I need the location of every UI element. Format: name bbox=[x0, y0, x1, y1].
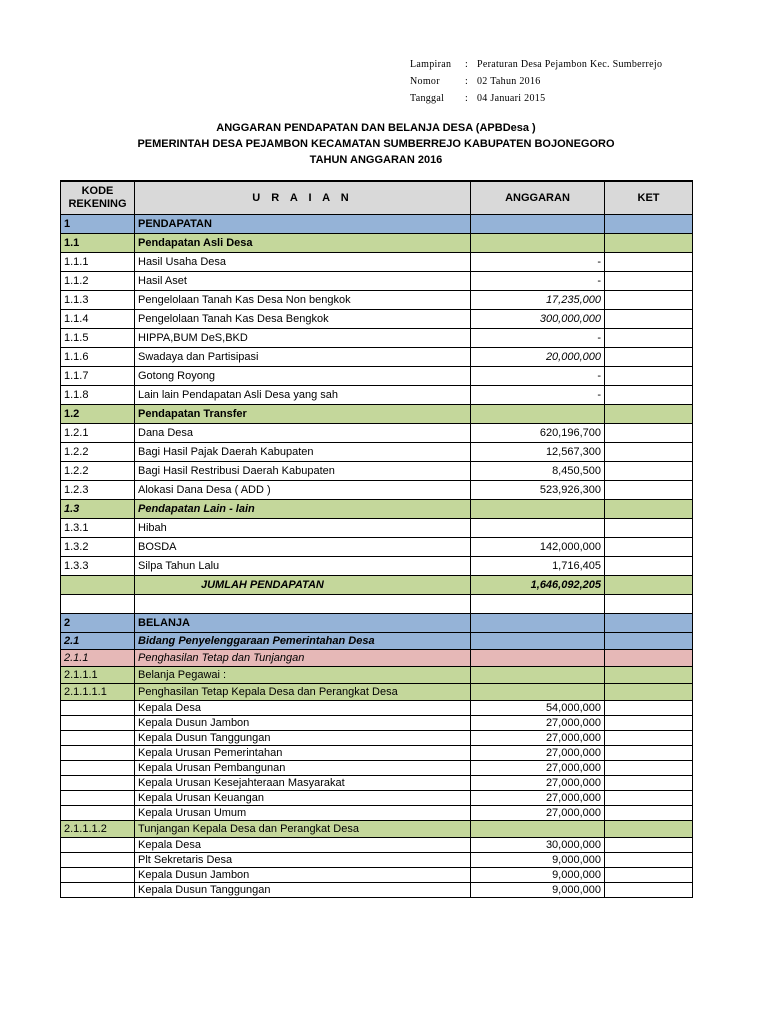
cell-ket bbox=[605, 481, 693, 500]
cell-ket bbox=[605, 253, 693, 272]
table-row bbox=[61, 519, 693, 538]
table-row bbox=[61, 500, 693, 519]
table-row bbox=[61, 746, 693, 761]
cell-kode bbox=[61, 576, 135, 595]
cell-anggaran: 12,567,300 bbox=[471, 443, 605, 462]
cell-kode bbox=[61, 761, 135, 776]
cell-uraian: Bagi Hasil Restribusi Daerah Kabupaten bbox=[135, 462, 471, 481]
cell-ket bbox=[605, 557, 693, 576]
cell-kode: 1.2.1 bbox=[61, 424, 135, 443]
table-row bbox=[61, 667, 693, 684]
cell-anggaran: 54,000,000 bbox=[471, 701, 605, 716]
document-subtitle: PEMERINTAH DESA PEJAMBON KECAMATAN SUMBERREJO KABUPATEN BOJONEGORO bbox=[137, 138, 615, 150]
cell-anggaran: - bbox=[471, 367, 605, 386]
cell-kode: 2.1.1 bbox=[61, 650, 135, 667]
cell-ket bbox=[605, 348, 693, 367]
table-row bbox=[61, 367, 693, 386]
cell-anggaran: 1,646,092,205 bbox=[471, 576, 605, 595]
table-row bbox=[61, 633, 693, 650]
cell-ket bbox=[605, 821, 693, 838]
cell-uraian: Kepala Dusun Tanggungan bbox=[135, 883, 471, 898]
table-row bbox=[61, 776, 693, 791]
table-row bbox=[61, 791, 693, 806]
table-row bbox=[61, 462, 693, 481]
cell-uraian: Silpa Tahun Lalu bbox=[135, 557, 471, 576]
cell-ket bbox=[605, 272, 693, 291]
lampiran-row bbox=[410, 56, 662, 73]
cell-ket bbox=[605, 538, 693, 557]
cell-kode: 1.3.2 bbox=[61, 538, 135, 557]
cell-kode: 1.2.3 bbox=[61, 481, 135, 500]
cell-uraian: Pendapatan Transfer bbox=[135, 405, 471, 424]
cell-ket bbox=[605, 500, 693, 519]
cell-kode: 1.1.8 bbox=[61, 386, 135, 405]
cell-anggaran bbox=[471, 595, 605, 614]
cell-kode: 1.1.2 bbox=[61, 272, 135, 291]
header-ket: KET bbox=[605, 181, 693, 215]
cell-uraian: Hasil Usaha Desa bbox=[135, 253, 471, 272]
cell-uraian: Dana Desa bbox=[135, 424, 471, 443]
cell-ket bbox=[605, 310, 693, 329]
tanggal-label: Tanggal bbox=[410, 93, 445, 104]
cell-kode: 1.3.1 bbox=[61, 519, 135, 538]
table-row bbox=[61, 405, 693, 424]
cell-kode bbox=[61, 883, 135, 898]
document-title-block bbox=[60, 120, 692, 168]
cell-anggaran bbox=[471, 500, 605, 519]
cell-kode bbox=[61, 791, 135, 806]
cell-anggaran: 9,000,000 bbox=[471, 883, 605, 898]
document-title: ANGGARAN PENDAPATAN DAN BELANJA DESA (APBDesa ) bbox=[216, 122, 536, 134]
cell-anggaran bbox=[471, 684, 605, 701]
table-row bbox=[61, 701, 693, 716]
cell-ket bbox=[605, 576, 693, 595]
nomor-row bbox=[410, 73, 662, 90]
cell-anggaran: - bbox=[471, 272, 605, 291]
cell-kode: 2.1 bbox=[61, 633, 135, 650]
cell-uraian: Gotong Royong bbox=[135, 367, 471, 386]
document-year: TAHUN ANGGARAN 2016 bbox=[309, 154, 443, 166]
cell-uraian: Belanja Pegawai : bbox=[135, 667, 471, 684]
table-row bbox=[61, 253, 693, 272]
cell-anggaran bbox=[471, 215, 605, 234]
table-row bbox=[61, 868, 693, 883]
budget-table bbox=[60, 180, 693, 898]
table-row bbox=[61, 310, 693, 329]
table-row bbox=[61, 684, 693, 701]
cell-anggaran: 523,926,300 bbox=[471, 481, 605, 500]
cell-anggaran bbox=[471, 667, 605, 684]
cell-ket bbox=[605, 838, 693, 853]
cell-ket bbox=[605, 386, 693, 405]
table-row bbox=[61, 557, 693, 576]
table-row bbox=[61, 291, 693, 310]
cell-ket bbox=[605, 595, 693, 614]
cell-ket bbox=[605, 329, 693, 348]
cell-anggaran: 9,000,000 bbox=[471, 868, 605, 883]
cell-uraian: Kepala Urusan Kesejahteraan Masyarakat bbox=[135, 776, 471, 791]
cell-kode bbox=[61, 776, 135, 791]
cell-anggaran: 27,000,000 bbox=[471, 761, 605, 776]
cell-ket bbox=[605, 716, 693, 731]
cell-ket bbox=[605, 234, 693, 253]
cell-kode: 1.2.2 bbox=[61, 462, 135, 481]
cell-anggaran: 8,450,500 bbox=[471, 462, 605, 481]
cell-uraian: BOSDA bbox=[135, 538, 471, 557]
table-row bbox=[61, 215, 693, 234]
cell-uraian: Pendapatan Lain - lain bbox=[135, 500, 471, 519]
cell-anggaran bbox=[471, 821, 605, 838]
cell-kode: 1.2 bbox=[61, 405, 135, 424]
cell-anggaran: 620,196,700 bbox=[471, 424, 605, 443]
table-row bbox=[61, 443, 693, 462]
cell-uraian: JUMLAH PENDAPATAN bbox=[135, 576, 471, 595]
cell-uraian: PENDAPATAN bbox=[135, 215, 471, 234]
cell-uraian: Pengelolaan Tanah Kas Desa Bengkok bbox=[135, 310, 471, 329]
cell-kode: 2.1.1.1 bbox=[61, 667, 135, 684]
tanggal-row bbox=[410, 90, 662, 107]
cell-anggaran: 30,000,000 bbox=[471, 838, 605, 853]
cell-ket bbox=[605, 746, 693, 761]
cell-kode: 1.1.6 bbox=[61, 348, 135, 367]
table-row bbox=[61, 883, 693, 898]
table-row bbox=[61, 716, 693, 731]
table-header-row bbox=[61, 181, 693, 215]
cell-ket bbox=[605, 215, 693, 234]
table-row bbox=[61, 386, 693, 405]
cell-ket bbox=[605, 791, 693, 806]
cell-kode bbox=[61, 716, 135, 731]
cell-ket bbox=[605, 291, 693, 310]
cell-anggaran: 300,000,000 bbox=[471, 310, 605, 329]
table-row bbox=[61, 329, 693, 348]
cell-anggaran bbox=[471, 650, 605, 667]
cell-ket bbox=[605, 367, 693, 386]
nomor-label: Nomor bbox=[410, 76, 440, 87]
cell-uraian: Kepala Dusun Jambon bbox=[135, 716, 471, 731]
cell-ket bbox=[605, 614, 693, 633]
cell-uraian: HIPPA,BUM DeS,BKD bbox=[135, 329, 471, 348]
nomor-separator: : bbox=[465, 76, 469, 87]
cell-uraian: Kepala Urusan Pemerintahan bbox=[135, 746, 471, 761]
table-row bbox=[61, 821, 693, 838]
cell-anggaran bbox=[471, 614, 605, 633]
cell-ket bbox=[605, 883, 693, 898]
cell-uraian: Hasil Aset bbox=[135, 272, 471, 291]
cell-ket bbox=[605, 684, 693, 701]
cell-anggaran bbox=[471, 234, 605, 253]
cell-anggaran: - bbox=[471, 253, 605, 272]
cell-anggaran: 1,716,405 bbox=[471, 557, 605, 576]
cell-kode: 1.3 bbox=[61, 500, 135, 519]
cell-uraian: Kepala Dusun Tanggungan bbox=[135, 731, 471, 746]
cell-uraian: Pendapatan Asli Desa bbox=[135, 234, 471, 253]
cell-anggaran: 17,235,000 bbox=[471, 291, 605, 310]
cell-kode: 1.3.3 bbox=[61, 557, 135, 576]
cell-anggaran: 27,000,000 bbox=[471, 776, 605, 791]
cell-ket bbox=[605, 731, 693, 746]
cell-uraian: Hibah bbox=[135, 519, 471, 538]
cell-ket bbox=[605, 650, 693, 667]
cell-uraian: Kepala Dusun Jambon bbox=[135, 868, 471, 883]
cell-kode: 1.1.4 bbox=[61, 310, 135, 329]
cell-uraian: Penghasilan Tetap dan Tunjangan bbox=[135, 650, 471, 667]
cell-ket bbox=[605, 424, 693, 443]
tanggal-separator: : bbox=[465, 93, 469, 104]
cell-ket bbox=[605, 405, 693, 424]
table-row bbox=[61, 731, 693, 746]
cell-uraian: Kepala Urusan Pembangunan bbox=[135, 761, 471, 776]
table-row bbox=[61, 614, 693, 633]
cell-uraian: Kepala Urusan Keuangan bbox=[135, 791, 471, 806]
header-kode-line1: KODE bbox=[81, 185, 114, 197]
cell-uraian: Penghasilan Tetap Kepala Desa dan Perangkat Desa bbox=[135, 684, 471, 701]
table-row bbox=[61, 853, 693, 868]
table-row bbox=[61, 234, 693, 253]
header-kode-line2: REKENING bbox=[68, 198, 127, 210]
cell-kode bbox=[61, 868, 135, 883]
cell-kode: 1.1.1 bbox=[61, 253, 135, 272]
cell-uraian: Alokasi Dana Desa ( ADD ) bbox=[135, 481, 471, 500]
cell-kode: 1.2.2 bbox=[61, 443, 135, 462]
lampiran-value: Peraturan Desa Pejambon Kec. Sumberrejo bbox=[477, 59, 663, 70]
cell-ket bbox=[605, 701, 693, 716]
table-row bbox=[61, 424, 693, 443]
cell-kode bbox=[61, 853, 135, 868]
cell-kode bbox=[61, 731, 135, 746]
cell-ket bbox=[605, 519, 693, 538]
table-row bbox=[61, 538, 693, 557]
cell-anggaran: 27,000,000 bbox=[471, 716, 605, 731]
cell-anggaran: - bbox=[471, 386, 605, 405]
header-anggaran: ANGGARAN bbox=[471, 181, 605, 215]
cell-uraian: Kepala Desa bbox=[135, 701, 471, 716]
cell-kode bbox=[61, 746, 135, 761]
cell-kode: 2.1.1.1.1 bbox=[61, 684, 135, 701]
cell-anggaran: 27,000,000 bbox=[471, 731, 605, 746]
tanggal-value: 04 Januari 2015 bbox=[477, 93, 546, 104]
cell-anggaran: 27,000,000 bbox=[471, 791, 605, 806]
lampiran-block bbox=[410, 56, 662, 107]
cell-uraian: Plt Sekretaris Desa bbox=[135, 853, 471, 868]
cell-uraian: BELANJA bbox=[135, 614, 471, 633]
table-row bbox=[61, 650, 693, 667]
cell-anggaran: - bbox=[471, 329, 605, 348]
cell-ket bbox=[605, 853, 693, 868]
cell-uraian: Bidang Penyelenggaraan Pemerintahan Desa bbox=[135, 633, 471, 650]
cell-ket bbox=[605, 633, 693, 650]
table-row bbox=[61, 481, 693, 500]
cell-kode: 1.1.7 bbox=[61, 367, 135, 386]
cell-uraian: Kepala Desa bbox=[135, 838, 471, 853]
cell-anggaran bbox=[471, 633, 605, 650]
table-row bbox=[61, 272, 693, 291]
cell-uraian bbox=[135, 595, 471, 614]
cell-ket bbox=[605, 806, 693, 821]
lampiran-separator: : bbox=[465, 59, 469, 70]
cell-kode bbox=[61, 806, 135, 821]
cell-ket bbox=[605, 776, 693, 791]
header-kode-rekening bbox=[61, 181, 135, 215]
lampiran-label: Lampiran bbox=[410, 59, 452, 70]
cell-kode: 1.1 bbox=[61, 234, 135, 253]
header-uraian: U R A I A N bbox=[135, 181, 471, 215]
table-row bbox=[61, 348, 693, 367]
nomor-value: 02 Tahun 2016 bbox=[477, 76, 541, 87]
cell-kode: 1.1.3 bbox=[61, 291, 135, 310]
table-row bbox=[61, 761, 693, 776]
cell-uraian: Swadaya dan Partisipasi bbox=[135, 348, 471, 367]
cell-kode bbox=[61, 595, 135, 614]
table-row bbox=[61, 806, 693, 821]
cell-kode: 1.1.5 bbox=[61, 329, 135, 348]
cell-kode: 2.1.1.1.2 bbox=[61, 821, 135, 838]
budget-table-body bbox=[61, 215, 693, 898]
cell-anggaran: 20,000,000 bbox=[471, 348, 605, 367]
cell-uraian: Bagi Hasil Pajak Daerah Kabupaten bbox=[135, 443, 471, 462]
cell-ket bbox=[605, 667, 693, 684]
cell-uraian: Lain lain Pendapatan Asli Desa yang sah bbox=[135, 386, 471, 405]
cell-anggaran: 27,000,000 bbox=[471, 806, 605, 821]
cell-ket bbox=[605, 443, 693, 462]
cell-anggaran: 9,000,000 bbox=[471, 853, 605, 868]
cell-ket bbox=[605, 868, 693, 883]
table-row bbox=[61, 838, 693, 853]
cell-kode: 1 bbox=[61, 215, 135, 234]
cell-uraian: Tunjangan Kepala Desa dan Perangkat Desa bbox=[135, 821, 471, 838]
cell-kode bbox=[61, 701, 135, 716]
cell-anggaran bbox=[471, 405, 605, 424]
cell-kode bbox=[61, 838, 135, 853]
cell-ket bbox=[605, 761, 693, 776]
cell-kode: 2 bbox=[61, 614, 135, 633]
table-row bbox=[61, 576, 693, 595]
cell-uraian: Kepala Urusan Umum bbox=[135, 806, 471, 821]
table-row bbox=[61, 595, 693, 614]
cell-ket bbox=[605, 462, 693, 481]
cell-anggaran: 142,000,000 bbox=[471, 538, 605, 557]
cell-anggaran bbox=[471, 519, 605, 538]
cell-uraian: Pengelolaan Tanah Kas Desa Non bengkok bbox=[135, 291, 471, 310]
cell-anggaran: 27,000,000 bbox=[471, 746, 605, 761]
